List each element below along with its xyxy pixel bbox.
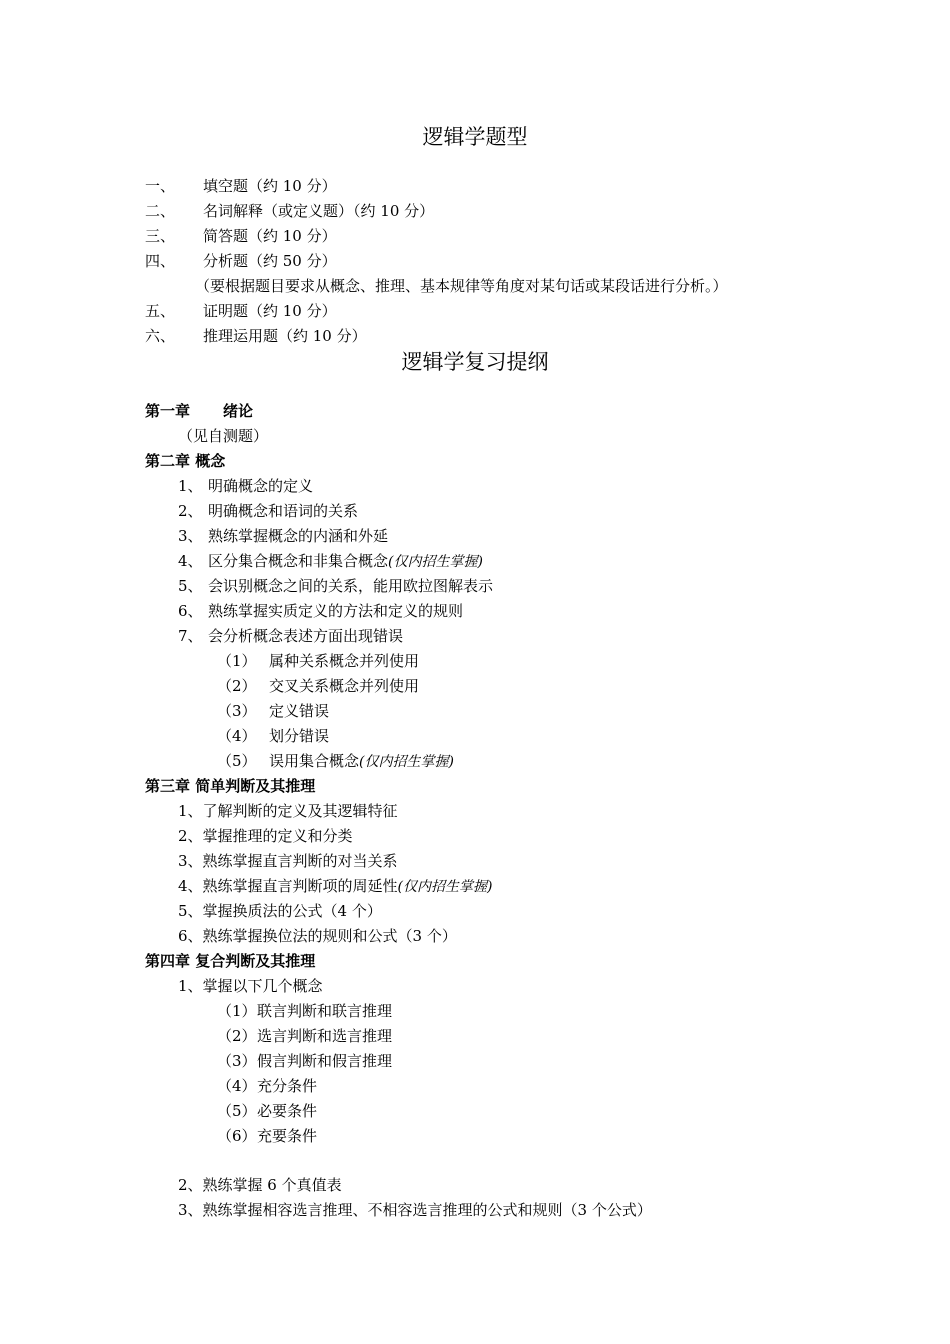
type-item: 三、 简答题（约 10 分） bbox=[145, 227, 337, 245]
list-item: 2、掌握推理的定义和分类 bbox=[178, 827, 353, 845]
type-item: 一、 填空题（约 10 分） bbox=[145, 177, 337, 195]
list-item: 6、 熟练掌握实质定义的方法和定义的规则 bbox=[178, 602, 464, 620]
chapter-4-heading: 第四章 复合判断及其推理 bbox=[145, 952, 316, 970]
sub-item: （5）必要条件 bbox=[217, 1102, 318, 1120]
chapter-3-heading: 第三章 简单判断及其推理 bbox=[145, 777, 316, 795]
list-item: 3、熟练掌握相容选言推理、不相容选言推理的公式和规则（3 个公式） bbox=[178, 1201, 652, 1219]
list-item: 1、掌握以下几个概念 bbox=[178, 977, 323, 995]
sub-item: （3）假言判断和假言推理 bbox=[217, 1052, 393, 1070]
chapter-2-heading: 第二章 概念 bbox=[145, 452, 226, 470]
list-item: 4、熟练掌握直言判断项的周延性(仅内招生掌握) bbox=[178, 877, 493, 895]
sub-item: （3） 定义错误 bbox=[217, 702, 330, 720]
list-item: 7、 会分析概念表述方面出现错误 bbox=[178, 627, 404, 645]
list-item: 1、了解判断的定义及其逻辑特征 bbox=[178, 802, 398, 820]
type-item: 二、 名词解释（或定义题）（约 10 分） bbox=[145, 202, 435, 220]
list-item: 2、 明确概念和语词的关系 bbox=[178, 502, 359, 520]
sub-item: （1） 属种关系概念并列使用 bbox=[217, 652, 420, 670]
list-item: 3、熟练掌握直言判断的对当关系 bbox=[178, 852, 398, 870]
list-item: 5、 会识别概念之间的关系，能用欧拉图解表示 bbox=[178, 577, 494, 595]
sub-item: （2） 交叉关系概念并列使用 bbox=[217, 677, 420, 695]
sub-item: （4）充分条件 bbox=[217, 1077, 318, 1095]
exam-types-title: 逻辑学题型 bbox=[422, 125, 528, 149]
list-item: 2、熟练掌握 6 个真值表 bbox=[178, 1176, 342, 1194]
list-item: 6、熟练掌握换位法的规则和公式（3 个） bbox=[178, 927, 457, 945]
sub-item: （6）充要条件 bbox=[217, 1127, 318, 1145]
list-item: 4、 区分集合概念和非集合概念(仅内招生掌握) bbox=[178, 552, 483, 570]
list-item: 1、 明确概念的定义 bbox=[178, 477, 314, 495]
list-item: 5、掌握换质法的公式（4 个） bbox=[178, 902, 382, 920]
outline-title: 逻辑学复习提纲 bbox=[401, 350, 549, 374]
chapter-1-heading: 第一章 绪论 bbox=[145, 402, 254, 420]
type-item: 四、 分析题（约 50 分） bbox=[145, 252, 337, 270]
type-item: 五、 证明题（约 10 分） bbox=[145, 302, 337, 320]
type-note: （要根据题目要求从概念、推理、基本规律等角度对某句话或某段话进行分析。） bbox=[195, 277, 728, 295]
chapter-1-note: （见自测题） bbox=[178, 427, 269, 445]
sub-item: （4） 划分错误 bbox=[217, 727, 330, 745]
sub-item: （2）选言判断和选言推理 bbox=[217, 1027, 393, 1045]
type-item: 六、 推理运用题（约 10 分） bbox=[145, 327, 367, 345]
list-item: 3、 熟练掌握概念的内涵和外延 bbox=[178, 527, 389, 545]
sub-item: （5） 误用集合概念(仅内招生掌握) bbox=[217, 752, 454, 770]
sub-item: （1）联言判断和联言推理 bbox=[217, 1002, 393, 1020]
